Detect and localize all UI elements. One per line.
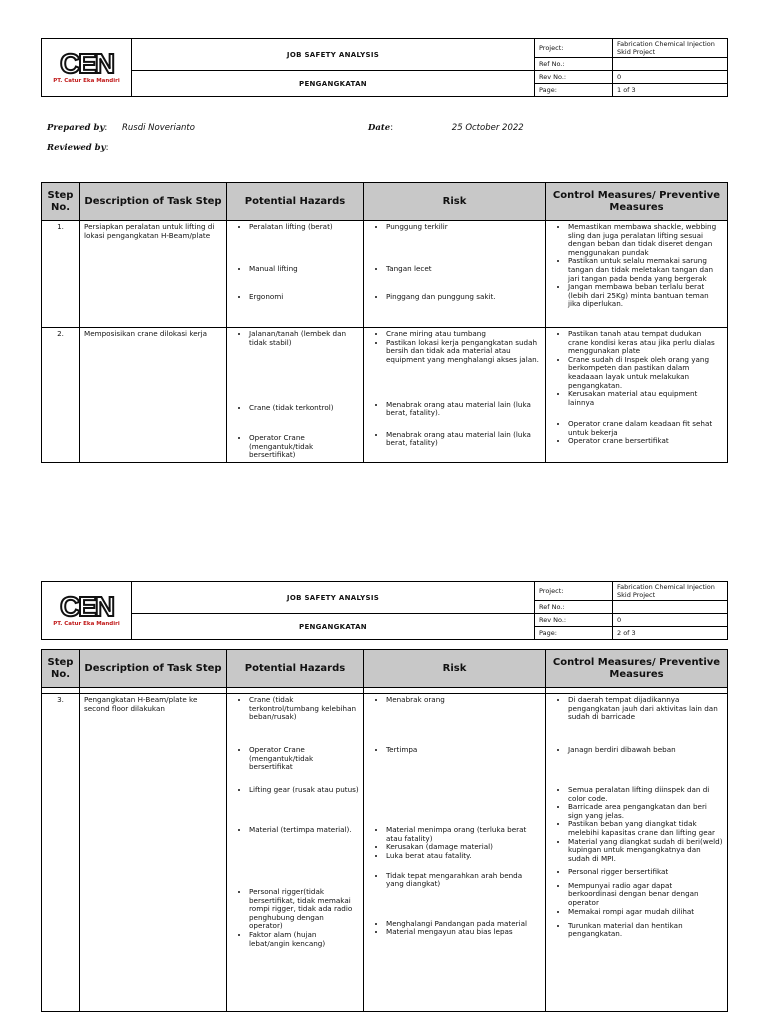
date-label: Date: [368, 123, 391, 133]
doc-title: JOB SAFETY ANALYSIS: [132, 39, 535, 71]
control-item: • Operator crane dalam keadaan fit sehat untuk bekerja: [568, 420, 723, 437]
step-number: 1.: [42, 221, 80, 328]
document-header: [41, 38, 728, 97]
rev-value: 0: [613, 614, 728, 627]
date-value: 25 October 2022: [451, 123, 524, 133]
control-item: • Material yang diangkat sudah di beri(weld) kupingan untuk mengangkatnya dan sudah di MPI.: [568, 838, 723, 868]
col-risk: Risk: [364, 650, 546, 688]
prepared-label: Prepared by: [47, 123, 105, 133]
risk-item: • Luka berat atau fatality.: [386, 852, 541, 872]
control-item: • Crane sudah di Inspek oleh orang yang berkompeten dan pastikan dalam keadaaan layak untuk melakukan pengangkatan.: [568, 356, 723, 390]
col-risk: Risk: [364, 183, 546, 221]
risk-item: • Menabrak orang: [386, 696, 541, 746]
risk-item: • Tidak tepat mengarahkan arah benda yang diangkat): [386, 872, 541, 920]
jsa-table-2: [41, 649, 728, 1012]
control-item: • Di daerah tempat dijadikannya pengangkatan jauh dari aktivitas lain dan sudah di barricade: [568, 696, 723, 746]
col-control: Control Measures/ Preventive Measures: [546, 650, 728, 688]
task-desc: Memposisikan crane dilokasi kerja: [80, 328, 227, 463]
risk-item: • Pinggang dan punggung sakit.: [386, 293, 541, 302]
control-cell: [546, 328, 728, 463]
date-field: Date: 25 October 2022: [368, 123, 524, 133]
hazard-item: • Faktor alam (hujan lebat/angin kencang): [249, 931, 359, 948]
hazard-item: • Crane (tidak terkontrol/tumbang kelebihan beban/rusak): [249, 696, 359, 746]
hazard-item: • Jalanan/tanah (lembek dan tidak stabil): [249, 330, 359, 404]
project-label: Project:: [535, 582, 613, 601]
company-logo: [42, 582, 132, 640]
ref-label: Ref No.:: [535, 601, 613, 614]
doc-subject: PENGANGKATAN: [132, 71, 535, 97]
control-item: • Mempunyai radio agar dapat berkoordinasi dengan benar dengan operator: [568, 882, 723, 908]
hazard-cell: [227, 328, 364, 463]
page-label: Page:: [535, 84, 613, 97]
project-value: Fabrication Chemical Injection Skid Project: [613, 582, 728, 601]
jsa-table-1: [41, 182, 728, 463]
risk-item: • Punggung terkilir: [386, 223, 541, 265]
page-value: 1 of 3: [613, 84, 728, 97]
hazard-item: • Peralatan lifting (berat): [249, 223, 359, 265]
project-value: Fabrication Chemical Injection Skid Project: [613, 39, 728, 58]
company-logo: [42, 39, 132, 97]
step-number: 2.: [42, 328, 80, 463]
company-name: PT. Catur Eka Mandiri: [53, 621, 120, 627]
control-item: • Personal rigger bersertifikat: [568, 868, 723, 882]
risk-item: • Material mengayun atau bias lepas: [386, 928, 541, 937]
table-row: [42, 694, 728, 1012]
risk-item: • Tangan lecet: [386, 265, 541, 293]
ref-value: [613, 58, 728, 71]
risk-item: • Menghalangi Pandangan pada material: [386, 920, 541, 929]
risk-cell: [364, 328, 546, 463]
control-item: • Kerusakan material atau equipment lainnya: [568, 390, 723, 420]
risk-item: • Menabrak orang atau material lain (luka berat, fatality).: [386, 401, 541, 431]
task-desc: Persiapkan peralatan untuk lifting di lokasi pengangkatan H-Beam/plate: [80, 221, 227, 328]
prepared-by: Prepared by: Rusdi Noverianto: [47, 123, 195, 133]
risk-item: • Crane miring atau tumbang: [386, 330, 541, 339]
control-cell: [546, 694, 728, 1012]
doc-title: JOB SAFETY ANALYSIS: [132, 582, 535, 614]
rev-label: Rev No.:: [535, 614, 613, 627]
logo-mark: CEN: [59, 48, 114, 79]
col-control: Control Measures/ Preventive Measures: [546, 183, 728, 221]
col-step: Step No.: [42, 650, 80, 688]
rev-value: 0: [613, 71, 728, 84]
prepared-value: Rusdi Noverianto: [121, 123, 195, 133]
hazard-cell: [227, 694, 364, 1012]
control-item: • Jangan membawa beban terlalu berat (lebih dari 25Kg) minta bantuan teman jika diperlukan.: [568, 283, 723, 309]
risk-item: • Material menimpa orang (terluka berat atau fatality): [386, 826, 541, 843]
col-desc: Description of Task Step: [80, 183, 227, 221]
col-hazard: Potential Hazards: [227, 650, 364, 688]
control-item: • Operator crane bersertifikat: [568, 437, 723, 446]
hazard-item: • Personal rigger(tidak bersertifikat, tidak memakai rompi rigger, tidak ada radio penghubung dengan operator): [249, 888, 359, 931]
ref-value: [613, 601, 728, 614]
control-item: • Pastikan beban yang diangkat tidak melebihi kapasitas crane dan lifting gear: [568, 820, 723, 837]
hazard-item: • Operator Crane (mengantuk/tidak bersertifikat: [249, 746, 359, 786]
risk-item: • Pastikan lokasi kerja pengangkatan sudah bersih dan tidak ada material atau equipment yang menghalangi akses jalan.: [386, 339, 541, 401]
risk-item: • Menabrak orang atau material lain (luka berat, fatality): [386, 431, 541, 448]
control-item: • Barricade area pengangkatan dan beri sign yang jelas.: [568, 803, 723, 820]
risk-item: • Kerusakan (damage material): [386, 843, 541, 852]
reviewed-by: Reviewed by:: [47, 143, 109, 153]
doc-subject: PENGANGKATAN: [132, 614, 535, 640]
project-label: Project:: [535, 39, 613, 58]
hazard-item: • Crane (tidak terkontrol): [249, 404, 359, 434]
reviewed-label: Reviewed by: [47, 143, 106, 153]
ref-label: Ref No.:: [535, 58, 613, 71]
control-item: • Semua peralatan lifting diinspek dan di color code.: [568, 786, 723, 803]
task-desc: Pengangkatan H-Beam/plate ke second floor dilakukan: [80, 694, 227, 1012]
col-desc: Description of Task Step: [80, 650, 227, 688]
col-step: Step No.: [42, 183, 80, 221]
control-item: • Memastikan membawa shackle, webbing sling dan juga peralatan lifting sesuai dengan beban dan tidak diseret dengan menggunakan pundak: [568, 223, 723, 257]
company-name: PT. Catur Eka Mandiri: [53, 78, 120, 84]
control-item: • Pastikan untuk selalu memakai sarung tangan dan tidak meletakan tangan dan jari tangan pada benda yang bergerak: [568, 257, 723, 283]
hazard-item: • Operator Crane (mengantuk/tidak bersertifikat): [249, 434, 359, 460]
step-number: 3.: [42, 694, 80, 1012]
col-hazard: Potential Hazards: [227, 183, 364, 221]
hazard-item: • Manual lifting: [249, 265, 359, 293]
control-item: • Memakai rompi agar mudah dilihat: [568, 908, 723, 922]
control-item: • Janagn berdiri dibawah beban: [568, 746, 723, 786]
control-item: • Turunkan material dan hentikan pengangkatan.: [568, 922, 723, 939]
table-row: [42, 221, 728, 328]
risk-item: • Tertimpa: [386, 746, 541, 826]
table-row: [42, 328, 728, 463]
hazard-item: • Material (tertimpa material).: [249, 826, 359, 888]
risk-cell: [364, 694, 546, 1012]
rev-label: Rev No.:: [535, 71, 613, 84]
control-item: • Pastikan tanah atau tempat dudukan crane kondisi keras atau jika perlu dialas menggunakan plate: [568, 330, 723, 356]
risk-cell: [364, 221, 546, 328]
hazard-item: • Ergonomi: [249, 293, 359, 302]
page-value: 2 of 3: [613, 627, 728, 640]
document-header: [41, 581, 728, 640]
hazard-item: • Lifting gear (rusak atau putus): [249, 786, 359, 826]
control-cell: [546, 221, 728, 328]
hazard-cell: [227, 221, 364, 328]
page-label: Page:: [535, 627, 613, 640]
logo-mark: CEN: [59, 591, 114, 622]
